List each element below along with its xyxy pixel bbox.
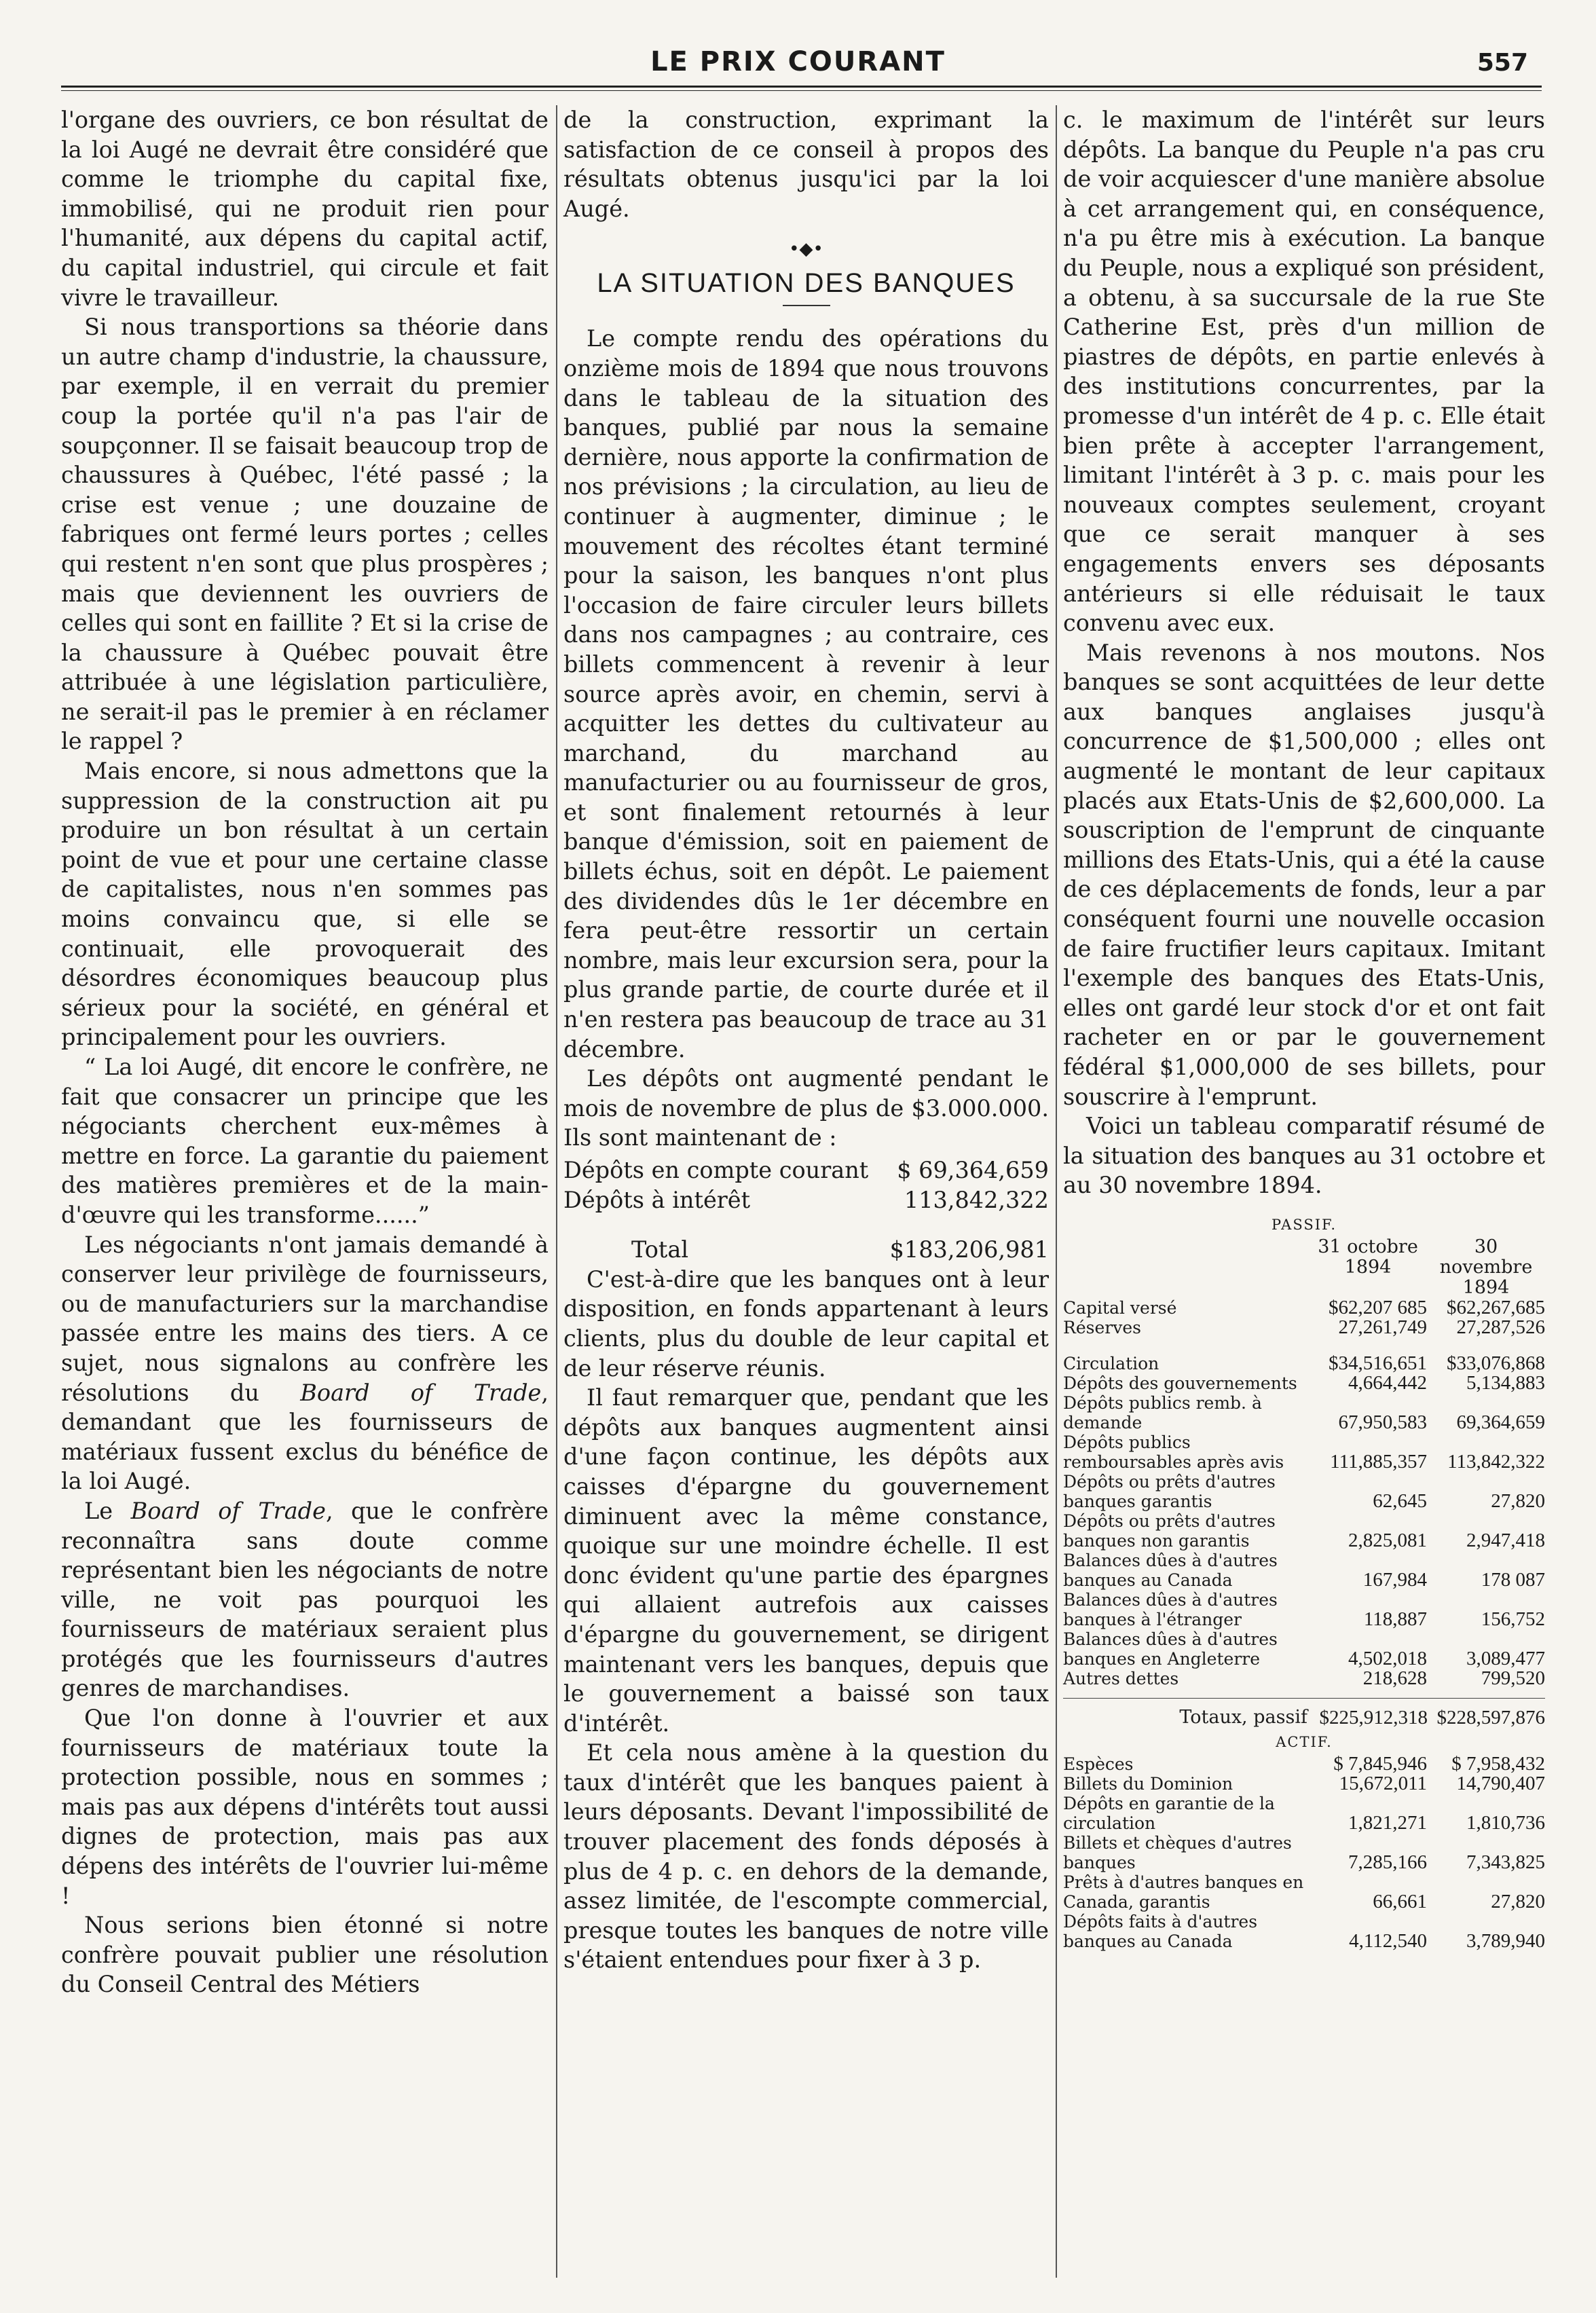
row-label: Dépôts faits à d'autres banques au Canada: [1063, 1911, 1258, 1951]
paragraph: [61, 1230, 549, 1496]
value-november: 113,842,322: [1447, 1450, 1545, 1473]
value-october: $34,516,651: [1329, 1352, 1427, 1374]
text-span: Les négociants n'ont jamais demandé à conserver leur privilège de fournisseurs, ou de manufacturiers sur la marchandise passée entre les mains des tiers. A ce sujet, nous signalons au confrère les résolutions du: [61, 1231, 549, 1406]
value-november: 5,134,883: [1466, 1371, 1545, 1394]
value-november: 27,287,526: [1456, 1316, 1545, 1338]
deposit-label: Dépôts à intérêt: [563, 1186, 751, 1213]
value-october: 118,887: [1363, 1608, 1427, 1630]
paragraph: Nous serions bien étonné si notre confrère pouvait publier une résolution du Conseil Central des Métiers: [61, 1912, 549, 1998]
table-row: [1063, 1794, 1545, 1833]
value-november: 178 087: [1481, 1568, 1545, 1591]
table-row: [1063, 1511, 1545, 1551]
passif-group-1: [1063, 1298, 1545, 1337]
total-label: Totaux, passif: [1179, 1706, 1307, 1728]
value-october: 15,672,011: [1339, 1772, 1427, 1794]
table-row: [1063, 1912, 1545, 1951]
column-divider-right: [1056, 105, 1057, 2278]
paragraph: de la construction, exprimant la satisfaction de ce conseil à propos des résultats obtenus jusqu'ici par la loi Augé.: [563, 107, 1049, 222]
page-header: [0, 39, 1596, 87]
paragraph: Il faut remarquer que, pendant que les dépôts aux banques augmentent ainsi d'une façon continue, les dépôts aux caisses d'épargne du gouvernement diminuent avec la même constance, quoique sur une moindre échelle. Il est donc évident qu'une partie des épargnes qui allaient autrefois aux caisses d'épargne du gouvernement, se dirigent maintenant vers les banques, depuis que le gouvernement a baissé son taux d'intérêt.: [563, 1384, 1049, 1737]
table-row: [1063, 1432, 1545, 1472]
table-header: [1063, 1237, 1545, 1298]
row-label: Balances dûes à d'autres banques en Angleterre: [1063, 1629, 1278, 1669]
value-november: 14,790,407: [1456, 1772, 1545, 1794]
value-november: 27,820: [1491, 1489, 1545, 1512]
table-row: [1063, 1754, 1545, 1774]
paragraph: Mais revenons à nos moutons. Nos banques se sont acquittées de leur dette aux banques anglaises jusqu'à concurrence de $1,500,000 ; elles ont augmenté le montant de leur capitaux placés aux Etats-Unis de $2,600,000. La souscription de l'emprunt de cinquante millions des Etats-Unis, qui a été la cause de ces déplacements de fonds, leur a par conséquent fourni une nouvelle occasion de faire fructifier leurs capitaux. Imitant l'exemple des banques des Etats-Unis, elles ont gardé leur stock d'or et ont fait racheter en or par le gouvernement fédéral $1,000,000 de ses billets, pour souscrire à l'emprunt.: [1063, 639, 1545, 1110]
board-of-trade-ref: Board of Trade: [300, 1379, 542, 1406]
value-october: 7,285,166: [1348, 1851, 1427, 1873]
text-span: , demandant que les fournisseurs de matériaux fussent exclus du bénéfice de la loi Augé.: [61, 1379, 549, 1495]
table-row: [1063, 1393, 1545, 1432]
text-span: Le: [84, 1497, 113, 1524]
value-october: 167,984: [1362, 1568, 1427, 1591]
value-october: 27,261,749: [1338, 1316, 1427, 1338]
value-october: 4,112,540: [1349, 1929, 1427, 1952]
table-row: [1063, 1629, 1545, 1669]
value-october: 111,885,357: [1330, 1450, 1427, 1473]
column-divider-left: [556, 105, 557, 2278]
value-october: $62,207 685: [1329, 1296, 1427, 1318]
total-value: $183,206,981: [889, 1236, 1049, 1263]
page-number: 557: [1477, 49, 1528, 77]
board-of-trade-ref: Board of Trade: [130, 1497, 326, 1524]
row-label: Prêts à d'autres banques en Canada, garantis: [1063, 1872, 1304, 1912]
table-row: [1063, 1298, 1545, 1318]
table-row: [1063, 1472, 1545, 1511]
value-november: 3,789,940: [1466, 1929, 1545, 1952]
row-label: Autres dettes: [1063, 1668, 1179, 1688]
column-header-november: 30 novembre 1894: [1439, 1236, 1533, 1298]
value-november: $ 7,958,432: [1451, 1752, 1545, 1775]
paragraph: Voici un tableau comparatif résumé de la situation des banques au 31 octobre et au 30 novembre 1894.: [1063, 1113, 1545, 1199]
column-header-october: 31 octobre 1894: [1318, 1236, 1418, 1278]
paragraph: Les dépôts ont augmenté pendant le mois de novembre de plus de $3.000.000. Ils sont maintenant de :: [563, 1065, 1049, 1151]
row-label: Balances dûes à d'autres banques à l'étranger: [1063, 1589, 1278, 1629]
actif-group: [1063, 1754, 1545, 1951]
table-row: [1063, 1373, 1545, 1393]
passif-heading: PASSIF.: [1271, 1216, 1337, 1233]
value-november: 27,820: [1491, 1890, 1545, 1912]
row-label: Espèces: [1063, 1754, 1134, 1774]
deposit-label: Dépôts en compte courant: [563, 1157, 869, 1183]
row-label: Dépôts ou prêts d'autres banques garantis: [1063, 1471, 1276, 1511]
paragraph: Si nous transportions sa théorie dans un autre champ d'industrie, la chaussure, par exemple, il en verrait du premier coup la portée qu'il n'a pas l'air de soupçonner. Il se faisait beaucoup trop de chaussures à Québec, l'été passé ; la crise est venue ; une douzaine de fabriques ont fermé leurs portes ; celles qui restent n'en sont que plus prospères ; mais que deviennent les ouvriers de celles qui sont en faillite ? Et si la crise de la chaussure à Québec pouvait être attribuée à une législation particulière, ne serait-il pas le premier à en réclamer le rappel ?: [61, 314, 549, 755]
table-rule: [1063, 1698, 1545, 1699]
value-november: 799,520: [1481, 1667, 1545, 1689]
header-rule: [61, 86, 1542, 91]
value-october: 4,664,442: [1348, 1371, 1427, 1394]
table-row: [1063, 1551, 1545, 1590]
row-label: Billets du Dominion: [1063, 1773, 1233, 1794]
text-span: , que le confrère reconnaîtra sans doute comme représentant bien les négociants de notre ville, ne voit pas pourquoi les fournisseurs de matériaux seraient plus protégés que les fournisseurs d'autres genres de marchandises.: [61, 1497, 549, 1702]
total-label: Total: [631, 1236, 689, 1263]
table-row: [1063, 1590, 1545, 1629]
table-row: [1063, 1833, 1545, 1872]
value-october: 218,628: [1362, 1667, 1427, 1689]
paragraph: Que l'on donne à l'ouvrier et aux fournisseurs de matériaux toute la protection possible, nous en sommes ; mais pas aux dépens d'intérêts tout aussi dignes de protection, mais pas aux dépens des intérêts de l'ouvrier lui-même !: [61, 1705, 549, 1909]
paragraph: Mais encore, si nous admettons que la suppression de la construction ait pu produire un bon résultat à un certain point de vue et pour une certaine classe de capitalistes, nous n'en sommes pas moins convaincu que, si elle se continuait, elle provoquerait des désordres économiques beaucoup plus sérieux pour la société, en général et principalement pour les ouvriers.: [61, 758, 549, 1051]
paragraph: c. le maximum de l'intérêt sur leurs dépôts. La banque du Peuple n'a pas cru de voir acquiescer d'une manière absolue à cet arrangement qui, en conséquence, n'a pu être mis à exécution. La banque du Peuple, nous a expliqué son président, a obtenu, à sa succursale de la rue Ste Catherine Est, près d'un million de piastres de dépôts, en partie enlevés à des institutions concurrentes, par la promesse d'un intérêt de 4 p. c. Elle était bien prête à accepter l'arrangement, limitant l'intérêt à 3 p. c. mais pour les nouveaux comptes seulement, croyant que ce serait manquer à ses engagements envers ses déposants antérieurs si elle réduisait le taux convenu avec eux.: [1063, 107, 1545, 637]
row-label: Capital versé: [1063, 1297, 1177, 1318]
value-november: 156,752: [1481, 1608, 1545, 1630]
deposit-row: [563, 1155, 1049, 1185]
value-october: 2,825,081: [1348, 1529, 1427, 1551]
title-rule: [783, 305, 830, 306]
paragraph: Le compte rendu des opérations du onzième mois de 1894 que nous trouvons dans le tableau de la situation des banques, publié par nous la semaine dernière, nous apporte la confirmation de nos prévisions ; la circulation, au lieu de continuer à augmenter, diminue ; le mouvement des récoltes étant terminé pour la saison, les banques n'ont plus l'occasion de faire circuler leurs billets dans nos campagnes ; au contraire, ces billets commencent à revenir à leur source après avoir, en chemin, servi à acquitter les dettes du cultivateur au marchand, du marchand au manufacturier ou au fournisseur de gros, et sont finalement retournés à leur banque d'émission, soit en paiement de billets échus, soit en dépôt. Le paiement des dividendes dûs le 1er décembre en fera peut-être ressortir un certain nombre, mais leur excursion sera, pour la plus grande partie, de courte durée et il n'en restera pas beaucoup de trace au 31 décembre.: [563, 325, 1049, 1062]
row-label: Dépôts ou prêts d'autres banques non garantis: [1063, 1511, 1276, 1551]
deposit-value: $ 69,364,659: [897, 1157, 1049, 1183]
paragraph: Et cela nous amène à la question du taux d'intérêt que les banques paient à leurs déposants. Devant l'impossibilité de trouver placement des fonds déposés à plus de 4 p. c. en dehors de la demande, assez limitée, de l'escompte commercial, presque toutes les banques de notre ville s'étaient entendues pour fixer à 3 p.: [563, 1739, 1049, 1974]
value-october: $ 7,845,946: [1333, 1752, 1427, 1775]
column-2: [563, 105, 1049, 2313]
value-october: 4,502,018: [1348, 1647, 1427, 1669]
value-october: 67,950,583: [1338, 1411, 1427, 1433]
value-november: 69,364,659: [1456, 1411, 1545, 1433]
row-label: Dépôts publics remb. à demande: [1063, 1392, 1262, 1432]
deposits-total: [563, 1235, 1049, 1265]
total-value-october: $225,912,318: [1319, 1706, 1428, 1728]
value-october: 62,645: [1373, 1489, 1427, 1512]
paragraph: C'est-à-dire que les banques ont à leur disposition, en fonds appartenant à leurs clients, plus du double de leur capital et de leur réserve réunis.: [563, 1265, 1049, 1382]
bank-comparison-table: [1063, 1213, 1545, 1951]
passif-total-row: [1063, 1705, 1545, 1730]
column-3: [1063, 105, 1545, 2313]
value-november: $62,267,685: [1447, 1296, 1545, 1318]
table-row: [1063, 1318, 1545, 1337]
table-row: [1063, 1872, 1545, 1912]
row-label: Balances dûes à d'autres banques au Canada: [1063, 1550, 1278, 1590]
row-label: Circulation: [1063, 1353, 1159, 1373]
deposit-value: 113,842,322: [904, 1186, 1049, 1213]
row-label: Réserves: [1063, 1317, 1141, 1337]
value-november: 2,947,418: [1466, 1529, 1545, 1551]
deposit-row: [563, 1185, 1049, 1215]
deposits-list: [563, 1155, 1049, 1215]
table-row: [1063, 1774, 1545, 1794]
journal-title: LE PRIX COURANT: [650, 46, 946, 77]
passif-group-2: [1063, 1354, 1545, 1688]
quote-paragraph: “ La loi Augé, dit encore le confrère, ne fait que consacrer un principe que les négociants cherchent eux-mêmes à mettre en force. La garantie du paiement des matières premières et de la main-d'œuvre qui les transforme......”: [61, 1054, 549, 1228]
value-november: 7,343,825: [1466, 1851, 1545, 1873]
paragraph: [61, 1496, 549, 1703]
paragraph: l'organe des ouvriers, ce bon résultat de la loi Augé ne devrait être considéré que comme le triomphe du capital fixe, immobilisé, qui ne produit rien pour l'humanité, aux dépens du capital actif, du capital industriel, qui circule et fait vivre le travailleur.: [61, 107, 549, 311]
ornament: •◆•: [789, 239, 823, 260]
value-november: $33,076,868: [1447, 1352, 1545, 1374]
value-october: 1,821,271: [1348, 1811, 1427, 1834]
row-label: Billets et chèques d'autres banques: [1063, 1832, 1292, 1872]
table-row: [1063, 1354, 1545, 1373]
value-october: 66,661: [1373, 1890, 1427, 1912]
value-november: 1,810,736: [1466, 1811, 1545, 1834]
row-label: Dépôts en garantie de la circulation: [1063, 1793, 1275, 1833]
actif-heading: ACTIF.: [1276, 1733, 1333, 1750]
total-value-november: $228,597,876: [1436, 1706, 1545, 1728]
row-label: Dépôts publics remboursables après avis: [1063, 1432, 1284, 1472]
value-november: 3,089,477: [1466, 1647, 1545, 1669]
row-label: Dépôts des gouvernements: [1063, 1373, 1297, 1393]
section-title: LA SITUATION DES BANQUES: [597, 268, 1016, 299]
table-row: [1063, 1669, 1545, 1688]
column-1: [61, 105, 549, 2313]
